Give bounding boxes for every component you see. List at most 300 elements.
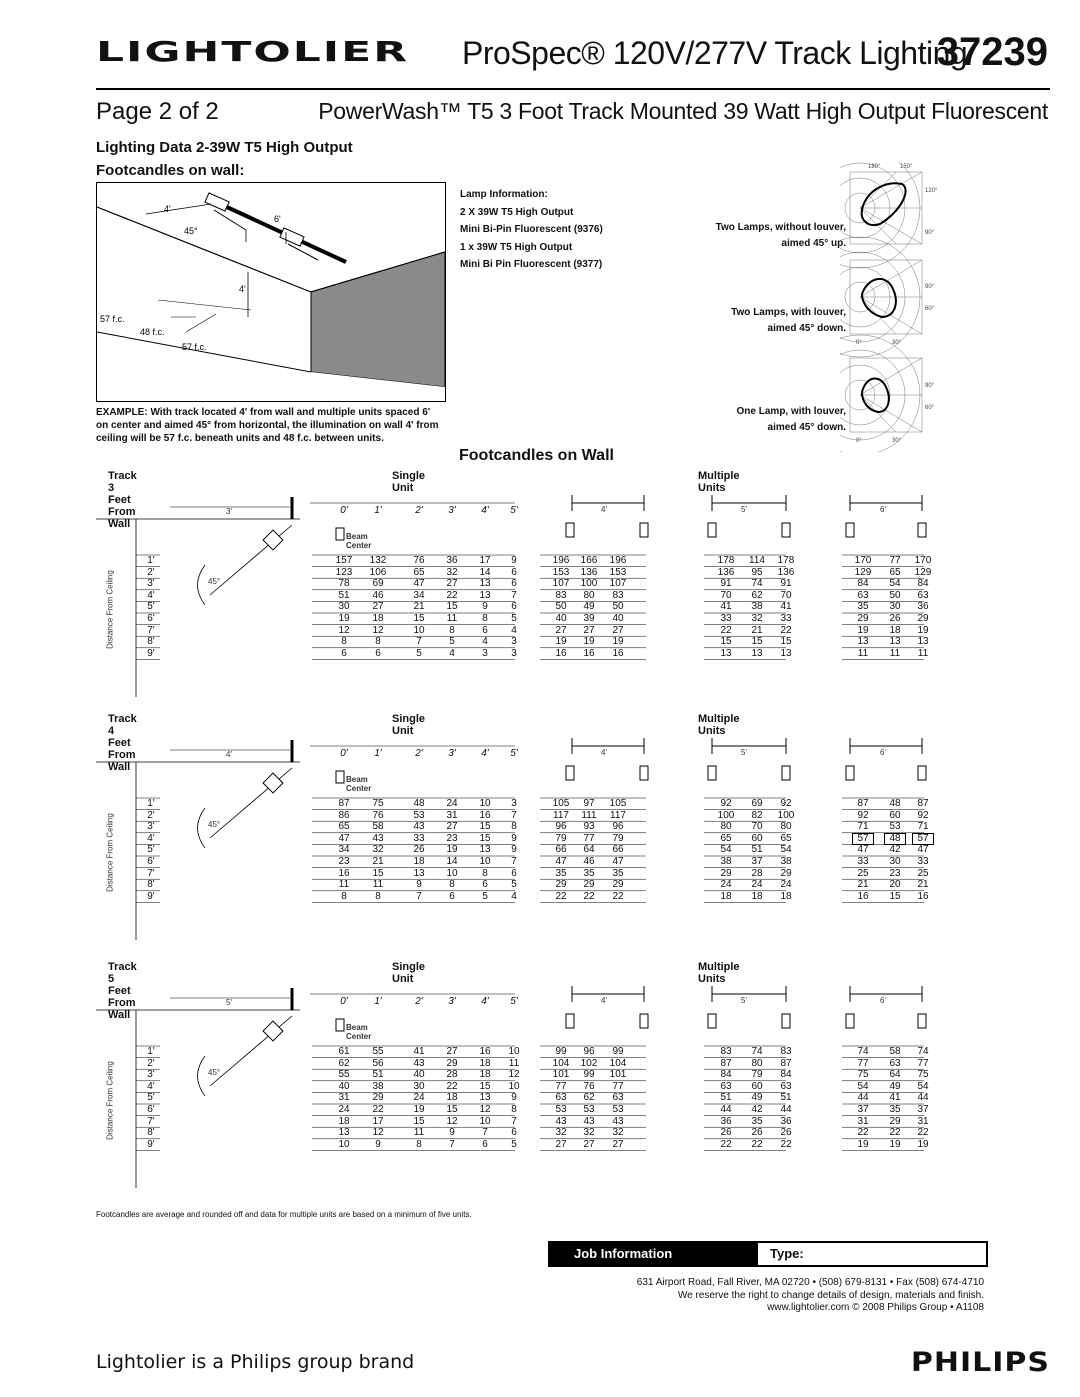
single-cell: 6 (511, 578, 517, 590)
single-cell: 11 (508, 1057, 520, 1069)
multi6-cell: 53 (889, 821, 901, 833)
single-cell: 7 (511, 1115, 517, 1127)
polar-label-120: 120° (925, 188, 938, 194)
multi5-cell: 136 (717, 566, 735, 578)
multi5-cell: 100 (717, 809, 735, 821)
multi4-cell: 97 (583, 798, 595, 809)
column-header: 0' (340, 505, 348, 516)
lamp-info-line4: Mini Bi Pin Fluorescent (9377) (460, 259, 603, 270)
multi5-cell: 80 (751, 1057, 763, 1069)
single-cell: 58 (372, 821, 384, 833)
single-cell: 40 (413, 1069, 425, 1081)
multi6-cell: 30 (889, 856, 901, 867)
single-cell: 27 (446, 578, 458, 590)
multi5-cell: 41 (780, 601, 792, 613)
multi5-cell: 70 (751, 821, 763, 833)
single-cell: 21 (413, 601, 425, 613)
multi6-cell: 92 (917, 809, 929, 821)
row-label: 2' (147, 809, 155, 821)
single-cell: 18 (372, 613, 384, 624)
spacing-4-label: 4' (601, 505, 607, 514)
multi6-cell: 48 (884, 833, 906, 845)
single-cell: 22 (372, 1104, 384, 1115)
multi5-cell: 74 (751, 1046, 763, 1057)
row-label: 9' (147, 890, 155, 902)
single-cell: 9 (511, 832, 517, 844)
multi4-cell: 32 (612, 1127, 624, 1139)
multi6-cell: 57 (852, 833, 874, 845)
multi4-cell: 101 (552, 1069, 570, 1081)
multi6-cell: 29 (889, 1115, 901, 1127)
multi4-cell: 22 (583, 890, 595, 902)
multi6-cell: 129 (854, 566, 872, 578)
lamp-information (460, 186, 603, 274)
spacing-6-label: 6' (880, 996, 886, 1005)
fc-label-1: 57 f.c. (100, 314, 125, 324)
distance-from-ceiling-label: Distance From Ceiling (105, 1061, 115, 1140)
single-cell: 75 (372, 798, 384, 809)
single-cell: 56 (372, 1057, 384, 1069)
column-header: 0' (340, 996, 348, 1007)
single-cell: 10 (479, 1115, 491, 1127)
multi6-cell: 22 (889, 1127, 901, 1139)
multi5-cell: 51 (751, 844, 763, 856)
job-information-label: Job Information (550, 1243, 758, 1265)
column-header: 3' (448, 505, 456, 516)
multi4-cell: 166 (580, 555, 598, 566)
multi6-cell: 16 (857, 890, 869, 902)
multi4-cell: 19 (612, 636, 624, 648)
row-label: 4' (147, 832, 155, 844)
polar-caption-1 (666, 220, 846, 252)
multi5-cell: 51 (780, 1092, 792, 1104)
multi6-cell: 65 (889, 566, 901, 578)
multi6-cell: 63 (917, 589, 929, 601)
single-cell: 16 (479, 809, 491, 821)
multi5-cell: 22 (751, 1138, 763, 1150)
multi5-cell: 22 (720, 1138, 732, 1150)
multi4-cell: 101 (609, 1069, 627, 1081)
multi5-cell: 15 (720, 636, 732, 648)
column-header: 4' (481, 748, 489, 759)
single-cell: 28 (446, 1069, 458, 1081)
polar-caption-1-line1: Two Lamps, without louver, (715, 222, 846, 233)
multi6-cell: 54 (917, 1080, 929, 1092)
multi5-cell: 79 (751, 1069, 763, 1081)
multi5-cell: 24 (780, 879, 792, 891)
multi5-cell: 95 (751, 566, 763, 578)
multiple-units-label: Multiple Units (698, 961, 740, 985)
doc-number: 37239 (936, 30, 1048, 74)
multi6-cell: 22 (917, 1127, 929, 1139)
multi6-cell: 35 (889, 1104, 901, 1115)
multi5-cell: 15 (751, 636, 763, 648)
row-label: 3' (147, 578, 155, 590)
multi4-cell: 35 (612, 867, 624, 879)
multi5-cell: 70 (780, 589, 792, 601)
multi5-cell: 69 (751, 798, 763, 809)
multi4-cell: 196 (609, 555, 627, 566)
multi5-cell: 92 (720, 798, 732, 809)
multi4-cell: 77 (583, 832, 595, 844)
multi4-cell: 77 (612, 1080, 624, 1092)
single-cell: 12 (372, 1127, 384, 1139)
multiple-units-label: Multiple Units (698, 470, 740, 494)
dim-4b: 4' (239, 284, 246, 294)
column-header: 2' (415, 996, 423, 1007)
single-cell: 13 (479, 578, 491, 590)
fc-label-3: 57 f.c. (182, 342, 207, 352)
row-label: 8' (147, 636, 155, 648)
multi6-cell: 84 (917, 578, 929, 590)
single-cell: 31 (338, 1092, 350, 1104)
address-line-3: www.lightolier.com © 2008 Philips Group • A1108 (767, 1302, 984, 1313)
multi4-cell: 107 (552, 578, 570, 590)
multi6-cell: 87 (917, 798, 929, 809)
multi5-cell: 91 (780, 578, 792, 590)
polar-label-0a: 0° (856, 340, 862, 346)
product-title: ProSpec® 120V/277V Track Lighting (462, 35, 968, 71)
multi6-cell: 77 (889, 555, 901, 566)
multi6-cell: 26 (889, 613, 901, 624)
multi4-cell: 79 (555, 832, 567, 844)
distance-from-ceiling-label: Distance From Ceiling (105, 570, 115, 649)
multi4-cell: 27 (612, 624, 624, 636)
multi6-cell: 33 (857, 856, 869, 867)
multi5-cell: 28 (751, 867, 763, 879)
multi6-cell: 63 (889, 1057, 901, 1069)
spacing-5-label: 5' (741, 505, 747, 514)
single-cell: 18 (479, 1057, 491, 1069)
single-cell: 22 (446, 589, 458, 601)
single-cell: 7 (511, 809, 517, 821)
multi5-cell: 91 (720, 578, 732, 590)
multi4-cell: 63 (612, 1092, 624, 1104)
multi5-cell: 36 (780, 1115, 792, 1127)
multi5-cell: 24 (751, 879, 763, 891)
multi5-cell: 92 (780, 798, 792, 809)
multi4-cell: 29 (555, 879, 567, 891)
multi4-cell: 76 (583, 1080, 595, 1092)
lamp-info-title: Lamp Information: (460, 189, 548, 200)
single-cell: 76 (413, 555, 425, 566)
dim-angle: 45° (184, 226, 198, 236)
single-cell: 34 (413, 589, 425, 601)
row-label: 8' (147, 1127, 155, 1139)
single-cell: 30 (338, 601, 350, 613)
single-cell: 13 (413, 867, 425, 879)
row-label: 2' (147, 1057, 155, 1069)
single-cell: 6 (511, 566, 517, 578)
polar-label-90a: 90° (925, 230, 935, 236)
multi6-cell: 92 (857, 809, 869, 821)
multi5-cell: 22 (780, 624, 792, 636)
multi6-cell: 25 (917, 867, 929, 879)
single-cell: 9 (449, 1127, 455, 1139)
multi4-cell: 47 (612, 856, 624, 867)
multi4-cell: 66 (612, 844, 624, 856)
multi4-cell: 16 (583, 647, 595, 659)
multi4-cell: 100 (580, 578, 598, 590)
single-cell: 8 (341, 636, 347, 648)
column-header: 1' (374, 996, 382, 1007)
multi6-cell: 170 (914, 555, 932, 566)
single-cell: 9 (375, 1138, 381, 1150)
multi5-cell: 29 (780, 867, 792, 879)
multi6-cell: 77 (857, 1057, 869, 1069)
multi6-cell: 44 (917, 1092, 929, 1104)
multi5-cell: 33 (720, 613, 732, 624)
address-block (637, 1277, 984, 1315)
single-cell: 4 (511, 624, 517, 636)
multi4-cell: 40 (555, 613, 567, 624)
single-cell: 12 (338, 624, 350, 636)
multi4-cell: 117 (553, 809, 569, 821)
multi5-cell: 32 (751, 613, 763, 624)
multi5-cell: 62 (751, 589, 763, 601)
single-cell: 6 (449, 890, 455, 902)
single-cell: 23 (338, 856, 350, 867)
page-indicator: Page 2 of 2 (96, 98, 219, 125)
polar-label-0b: 0° (856, 438, 862, 444)
multi5-cell: 54 (780, 844, 792, 856)
multi5-cell: 22 (720, 624, 732, 636)
dim-4: 4' (164, 204, 171, 214)
single-cell: 27 (446, 821, 458, 833)
multi5-cell: 49 (751, 1092, 763, 1104)
single-cell: 18 (479, 1069, 491, 1081)
philips-logo: PHILIPS (910, 1346, 1050, 1379)
multi5-cell: 44 (780, 1104, 792, 1115)
single-cell: 32 (372, 844, 384, 856)
single-cell: 8 (511, 821, 517, 833)
spacing-6-label: 6' (880, 505, 886, 514)
multi5-cell: 26 (751, 1127, 763, 1139)
multi6-cell: 48 (889, 798, 901, 809)
multi5-cell: 13 (751, 647, 763, 659)
single-cell: 9 (511, 1092, 517, 1104)
multi4-cell: 99 (583, 1069, 595, 1081)
polar-caption-3-line1: One Lamp, with louver, (736, 406, 846, 417)
single-cell: 123 (335, 566, 353, 578)
multi5-cell: 26 (720, 1127, 732, 1139)
column-header: 5' (510, 996, 518, 1007)
multi5-cell: 80 (720, 821, 732, 833)
multi6-cell: 13 (889, 636, 901, 648)
row-label: 3' (147, 821, 155, 833)
single-cell: 132 (369, 555, 387, 566)
single-cell: 15 (479, 821, 491, 833)
multi6-cell: 30 (889, 601, 901, 613)
row-label: 6' (147, 856, 155, 867)
multi4-cell: 27 (583, 624, 595, 636)
single-cell: 53 (413, 809, 425, 821)
single-cell: 26 (413, 844, 425, 856)
multi6-cell: 36 (917, 601, 929, 613)
track-distance-label: 5' (226, 998, 232, 1007)
multi6-cell: 42 (889, 844, 901, 856)
multi5-cell: 42 (751, 1104, 763, 1115)
multi6-cell: 41 (889, 1092, 901, 1104)
single-cell: 13 (338, 1127, 350, 1139)
multi6-cell: 21 (857, 879, 869, 891)
multi4-cell: 53 (612, 1104, 624, 1115)
multi5-cell: 80 (780, 821, 792, 833)
multi5-cell: 87 (720, 1057, 732, 1069)
row-label: 4' (147, 589, 155, 601)
column-header: 3' (448, 996, 456, 1007)
column-header: 5' (510, 748, 518, 759)
multi4-cell: 104 (609, 1057, 627, 1069)
single-cell: 14 (479, 566, 491, 578)
single-cell: 15 (446, 1104, 458, 1115)
spacing-5-label: 5' (741, 748, 747, 757)
single-cell: 12 (446, 1115, 458, 1127)
single-cell: 48 (413, 798, 425, 809)
row-label: 7' (147, 1115, 155, 1127)
single-cell: 19 (338, 613, 350, 624)
column-header: 0' (340, 748, 348, 759)
row-label: 1' (147, 1046, 155, 1057)
column-header: 1' (374, 748, 382, 759)
single-cell: 14 (446, 856, 458, 867)
multi4-cell: 93 (583, 821, 595, 833)
multi5-cell: 136 (777, 566, 795, 578)
multi4-cell: 40 (612, 613, 624, 624)
address-line-1: 631 Airport Road, Fall River, MA 02720 • (508) 679-8131 • Fax (508) 674-4710 (636, 1277, 984, 1288)
single-cell: 47 (413, 578, 425, 590)
single-cell: 47 (338, 832, 350, 844)
multi4-cell: 107 (609, 578, 627, 590)
multi4-cell: 49 (583, 601, 595, 613)
multi4-cell: 104 (552, 1057, 570, 1069)
single-cell: 17 (372, 1115, 384, 1127)
multi5-cell: 65 (780, 832, 792, 844)
multi6-cell: 19 (857, 1138, 869, 1150)
beam-center-label: Beam Center (346, 775, 372, 793)
footnote: Footcandles are average and rounded off and data for multiple units are based on a minimum of five units. (96, 1210, 472, 1219)
single-cell: 8 (482, 867, 488, 879)
multi6-cell: 49 (889, 1080, 901, 1092)
multi6-cell: 58 (889, 1046, 901, 1057)
row-label: 9' (147, 647, 155, 659)
multi5-cell: 63 (780, 1080, 792, 1092)
multi4-cell: 62 (583, 1092, 595, 1104)
multi5-cell: 100 (777, 809, 795, 821)
multi4-cell: 39 (583, 613, 595, 624)
multi6-cell: 33 (917, 856, 929, 867)
single-cell: 6 (482, 879, 488, 891)
single-cell: 27 (372, 601, 384, 613)
single-cell: 18 (413, 856, 425, 867)
single-cell: 65 (338, 821, 350, 833)
single-cell: 51 (338, 589, 350, 601)
single-cell: 3 (482, 647, 488, 659)
multi6-cell: 20 (889, 879, 901, 891)
multi5-cell: 18 (720, 890, 732, 902)
multi4-cell: 117 (610, 809, 626, 821)
single-unit-label: Single Unit (392, 470, 426, 494)
single-cell: 15 (479, 1080, 491, 1092)
multi6-cell: 16 (917, 890, 929, 902)
multi6-cell: 54 (857, 1080, 869, 1092)
single-cell: 43 (413, 821, 425, 833)
single-cell: 5 (511, 1138, 517, 1150)
row-label: 7' (147, 624, 155, 636)
single-cell: 43 (413, 1057, 425, 1069)
spacing-5-label: 5' (741, 996, 747, 1005)
single-cell: 11 (413, 1127, 425, 1139)
single-cell: 9 (482, 601, 488, 613)
single-cell: 10 (413, 624, 425, 636)
spacing-4-label: 4' (601, 996, 607, 1005)
angle-label: 45° (208, 820, 221, 829)
multi5-cell: 63 (720, 1080, 732, 1092)
single-cell: 6 (375, 647, 381, 659)
multi5-cell: 178 (717, 555, 735, 566)
single-cell: 10 (479, 856, 491, 867)
multi5-cell: 60 (751, 832, 763, 844)
multi4-cell: 53 (555, 1104, 567, 1115)
polar-label-90c: 90° (925, 383, 935, 389)
single-cell: 12 (508, 1069, 520, 1081)
single-cell: 30 (413, 1080, 425, 1092)
single-cell: 13 (479, 589, 491, 601)
multi6-cell: 18 (889, 624, 901, 636)
multi4-cell: 96 (583, 1046, 595, 1057)
multi4-cell: 35 (555, 867, 567, 879)
polar-caption-2-line1: Two Lamps, with louver, (731, 307, 846, 318)
multi5-cell: 36 (720, 1115, 732, 1127)
single-cell: 7 (482, 1127, 488, 1139)
single-cell: 10 (446, 867, 458, 879)
single-cell: 27 (446, 1046, 458, 1057)
single-cell: 29 (446, 1057, 458, 1069)
column-header: 3' (448, 748, 456, 759)
polar-caption-1-line2: aimed 45° up. (781, 238, 846, 249)
multi4-cell: 99 (555, 1046, 567, 1057)
multi4-cell: 43 (612, 1115, 624, 1127)
single-cell: 15 (413, 613, 425, 624)
multi6-cell: 11 (917, 647, 929, 659)
multi4-cell: 153 (552, 566, 570, 578)
multi6-cell: 47 (857, 844, 869, 856)
multi5-cell: 35 (751, 1115, 763, 1127)
multi5-cell: 114 (749, 555, 765, 566)
multi6-cell: 47 (917, 844, 929, 856)
single-cell: 31 (446, 809, 458, 821)
footcandles-subheading: Footcandles on wall: (96, 162, 245, 179)
single-cell: 6 (511, 867, 517, 879)
single-cell: 36 (446, 555, 458, 566)
multi4-cell: 16 (555, 647, 567, 659)
polar-caption-3 (666, 404, 846, 436)
angle-label: 45° (208, 577, 221, 586)
multi6-cell: 19 (917, 1138, 929, 1150)
multi5-cell: 83 (720, 1046, 732, 1057)
multi6-cell: 19 (917, 624, 929, 636)
row-label: 9' (147, 1138, 155, 1150)
multi4-cell: 46 (583, 856, 595, 867)
row-label: 8' (147, 879, 155, 891)
multi6-cell: 75 (857, 1069, 869, 1081)
column-header: 4' (481, 996, 489, 1007)
multi5-cell: 13 (780, 647, 792, 659)
multi4-cell: 43 (583, 1115, 595, 1127)
row-label: 6' (147, 1104, 155, 1115)
row-label: 6' (147, 613, 155, 624)
polar-caption-3-line2: aimed 45° down. (767, 422, 846, 433)
